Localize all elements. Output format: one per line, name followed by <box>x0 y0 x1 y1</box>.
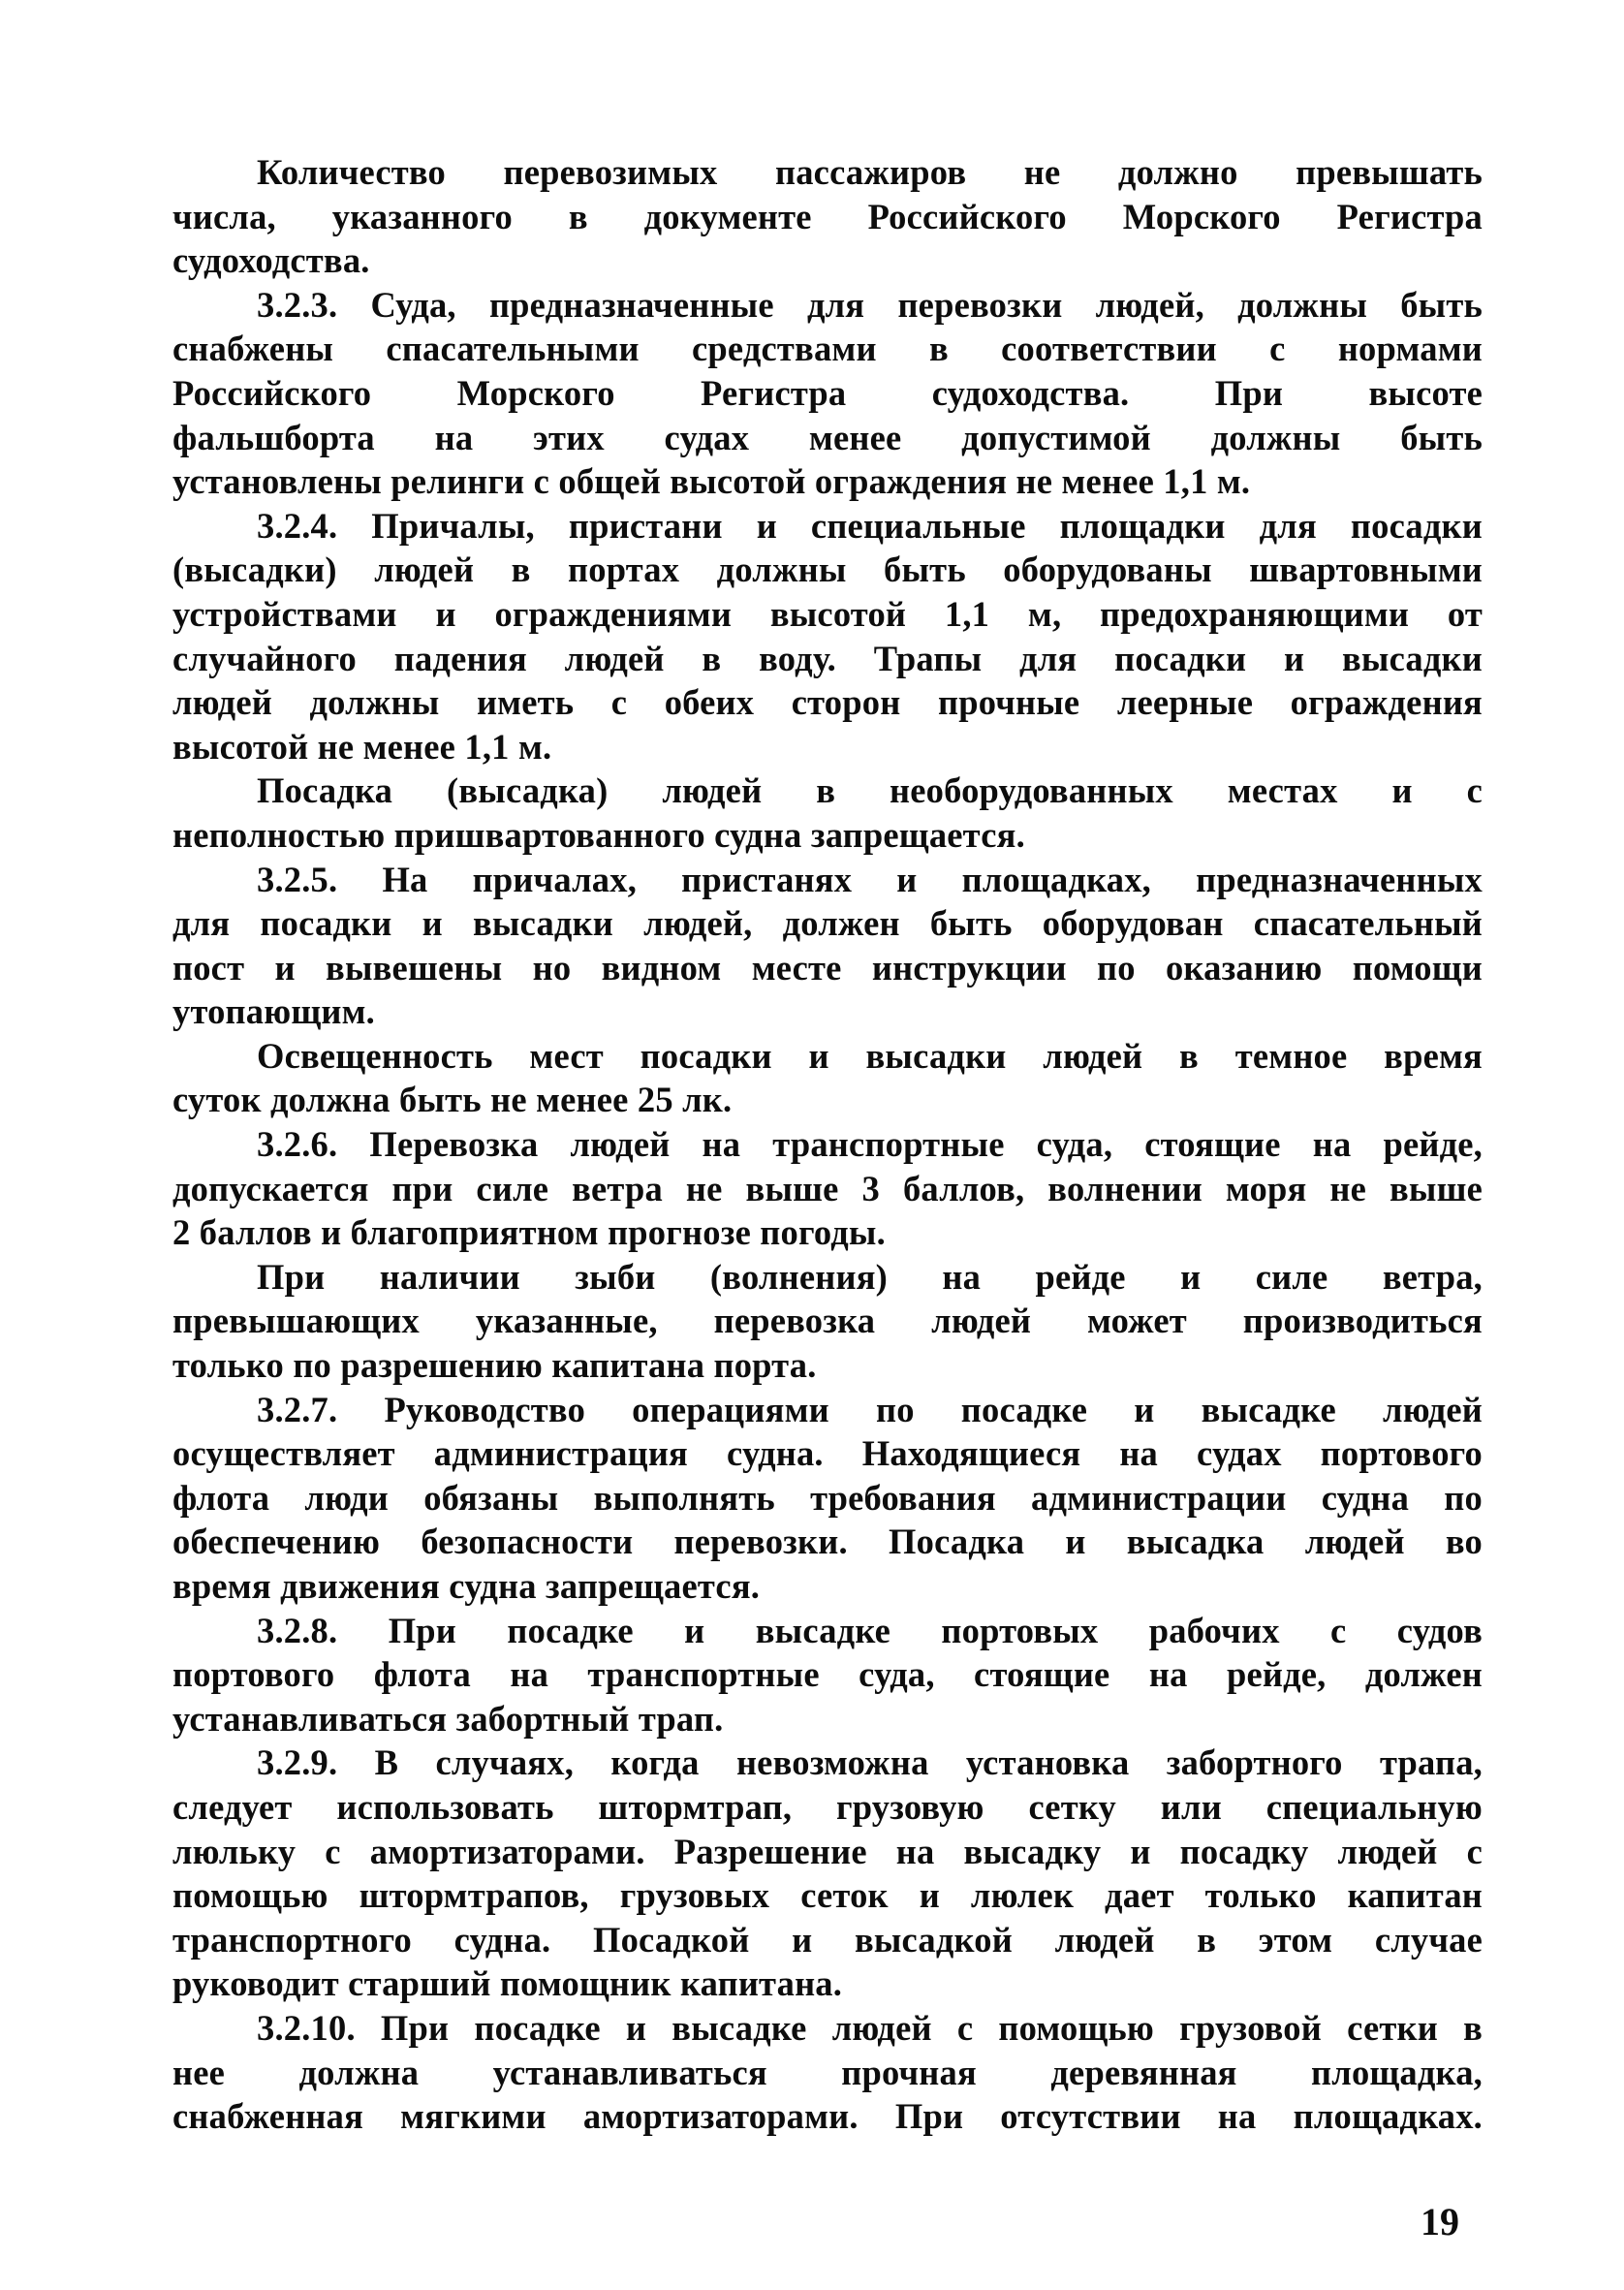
text-line: портового флота на транспортные суда, стоящие на рейде, должен <box>172 1654 1483 1695</box>
text-line: Российского Морского Регистра судоходства. При высоте <box>172 372 1483 413</box>
text-line: Освещенность мест посадки и высадки людей в темное время <box>257 1035 1483 1076</box>
text-line: случайного падения людей в воду. Трапы для посадки и высадки <box>172 638 1483 678</box>
text-line: нее должна устанавливаться прочная деревянная площадка, <box>172 2052 1483 2092</box>
text-line: 3.2.9. В случаях, когда невозможна установка забортного трапа, <box>257 1742 1483 1783</box>
paragraph-p-boarding-unequipped <box>172 769 1483 857</box>
text-line: людей должны иметь с обеих сторон прочные леерные ограждения <box>172 682 1483 723</box>
text-line: для посадки и высадки людей, должен быть оборудован спасательный <box>172 903 1483 944</box>
text-line: осуществляет администрация судна. Находящиеся на судах портового <box>172 1433 1483 1474</box>
text-line: числа, указанного в документе Российского Морского Регистра <box>172 196 1483 236</box>
text-line: установлены релинги с общей высотой ограждения не менее 1,1 м. <box>172 461 1251 502</box>
text-line: утопающим. <box>172 991 375 1032</box>
paragraph-p-3-2-4 <box>172 504 1483 769</box>
text-line: Количество перевозимых пассажиров не должно превышать <box>257 152 1483 192</box>
text-line: допускается при силе ветра не выше 3 баллов, волнении моря не выше <box>172 1168 1483 1208</box>
text-line: только по разрешению капитана порта. <box>172 1345 817 1386</box>
text-line: время движения судна запрещается. <box>172 1566 761 1606</box>
text-line: устройствами и ограждениями высотой 1,1 м, предохраняющими от <box>172 593 1483 634</box>
text-line: следует использовать штормтрап, грузовую сетку или специальную <box>172 1786 1483 1827</box>
text-line: фальшборта на этих судах менее допустимой должны быть <box>172 417 1483 457</box>
text-line: неполностью пришвартованного судна запрещается. <box>172 814 1025 855</box>
text-line: 3.2.5. На причалах, пристанях и площадках, предназначенных <box>257 859 1483 899</box>
page-number: 19 <box>1421 2200 1459 2243</box>
text-line: Посадка (высадка) людей в необорудованных местах и с <box>257 770 1483 811</box>
paragraph-p-swell <box>172 1255 1483 1388</box>
text-line: 3.2.8. При посадке и высадке портовых рабочих с судов <box>257 1610 1483 1650</box>
text-line: 2 баллов и благоприятном прогнозе погоды. <box>172 1212 886 1253</box>
paragraph-p-passengers-limit <box>172 150 1483 283</box>
text-line: руководит старший помощник капитана. <box>172 1963 843 2004</box>
paragraph-p-3-2-8 <box>172 1609 1483 1741</box>
body-text <box>172 150 1483 2139</box>
text-line: 3.2.4. Причалы, пристани и специальные площадки для посадки <box>257 505 1483 546</box>
text-line: 3.2.10. При посадке и высадке людей с помощью грузовой сетки в <box>257 2007 1483 2048</box>
text-line: устанавливаться забортный трап. <box>172 1698 724 1739</box>
text-line: обеспечению безопасности перевозки. Посадка и высадка людей во <box>172 1521 1483 1562</box>
paragraph-p-3-2-7 <box>172 1388 1483 1609</box>
text-line: (высадки) людей в портах должны быть оборудованы швартовными <box>172 549 1483 590</box>
text-line: люльку с амортизаторами. Разрешение на высадку и посадку людей с <box>172 1831 1483 1871</box>
paragraph-p-3-2-6 <box>172 1122 1483 1255</box>
text-line: транспортного судна. Посадкой и высадкой людей в этом случае <box>172 1919 1483 1960</box>
text-line: превышающих указанные, перевозка людей может производиться <box>172 1301 1483 1341</box>
text-line: снабжены спасательными средствами в соответствии с нормами <box>172 329 1483 369</box>
text-line: 3.2.6. Перевозка людей на транспортные суда, стоящие на рейде, <box>257 1124 1483 1165</box>
paragraph-p-illumination <box>172 1034 1483 1122</box>
paragraph-p-3-2-5 <box>172 858 1483 1034</box>
text-line: судоходства. <box>172 240 370 281</box>
paragraph-p-3-2-3 <box>172 283 1483 504</box>
paragraph-p-3-2-9 <box>172 1741 1483 2006</box>
text-line: При наличии зыби (волнения) на рейде и силе ветра, <box>257 1256 1483 1297</box>
text-line: пост и вывешены но видном месте инструкции по оказанию помощи <box>172 947 1483 988</box>
text-line: 3.2.7. Руководство операциями по посадке и высадке людей <box>257 1389 1483 1429</box>
paragraph-p-3-2-10 <box>172 2006 1483 2139</box>
text-line: помощью штормтрапов, грузовых сеток и люлек дает только капитан <box>172 1875 1483 1916</box>
text-line: высотой не менее 1,1 м. <box>172 726 552 767</box>
text-line: 3.2.3. Суда, предназначенные для перевозки людей, должны быть <box>257 284 1483 325</box>
text-line: суток должна быть не менее 25 лк. <box>172 1080 733 1120</box>
text-line: флота люди обязаны выполнять требования администрации судна по <box>172 1477 1483 1518</box>
text-line: снабженная мягкими амортизаторами. При отсутствии на площадках. <box>172 2096 1483 2137</box>
